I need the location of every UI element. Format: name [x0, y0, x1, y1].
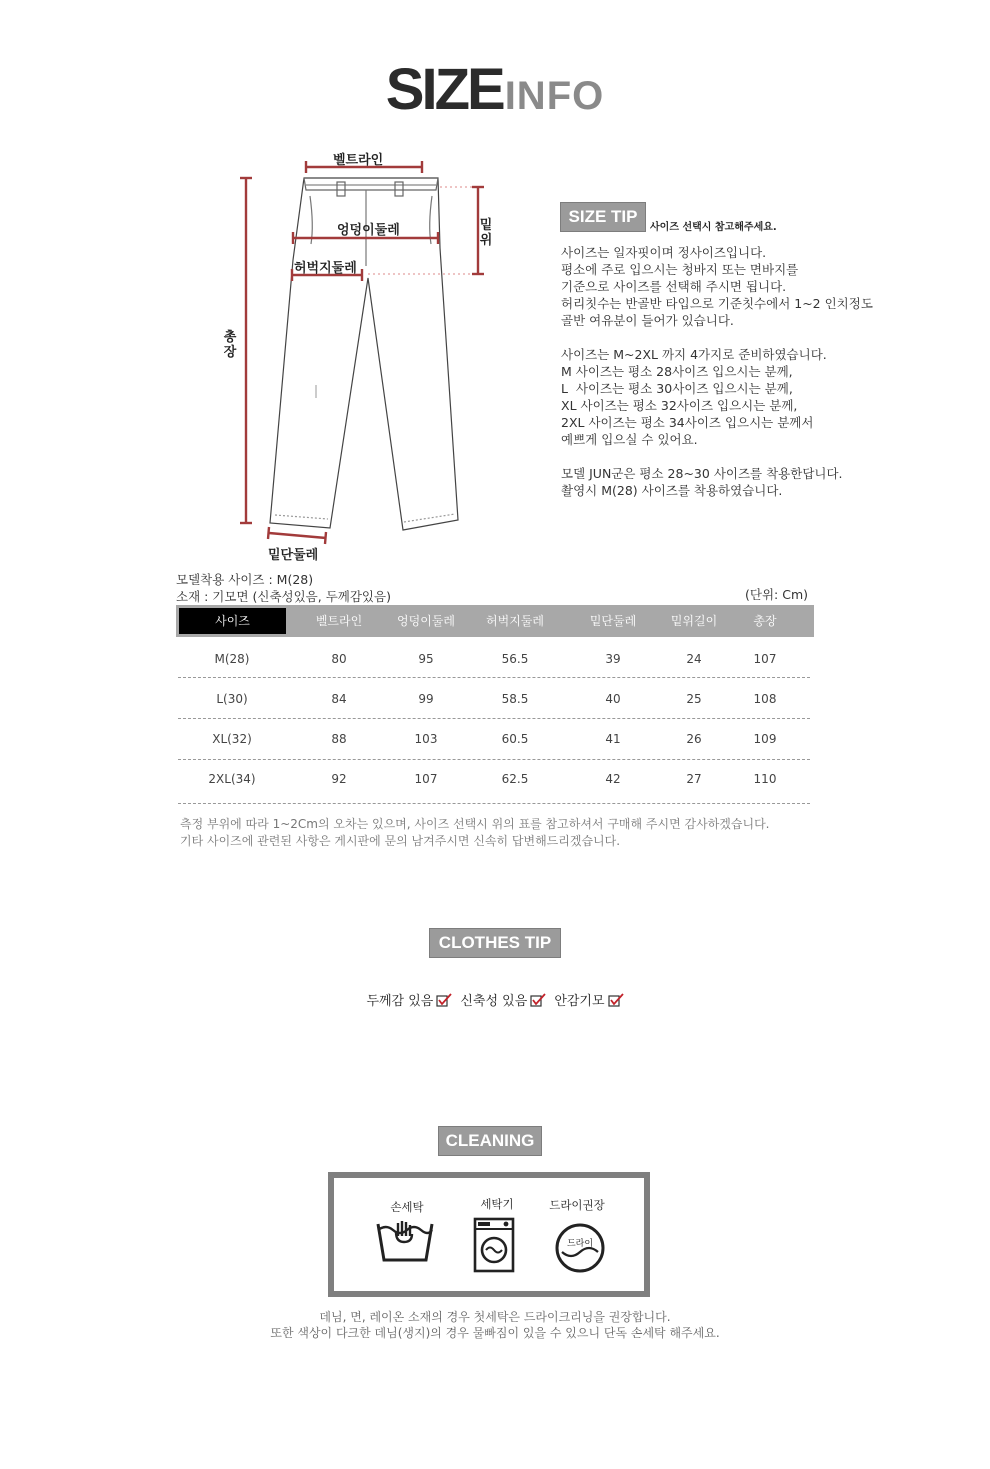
table-row-divider — [178, 677, 810, 678]
washing-machine-icon — [472, 1216, 516, 1274]
table-cell: 107 — [414, 772, 438, 786]
table-row-divider — [178, 803, 810, 804]
tip-line: L 사이즈는 평소 30사이즈 입으시는 분께, — [561, 381, 793, 396]
size-tip-badge: SIZE TIP — [560, 202, 646, 232]
clothes-tip-items — [0, 990, 990, 1009]
dry-clean-icon-text: 드라이 — [566, 1239, 594, 1249]
table-cell: 99 — [418, 692, 434, 706]
table-cell: 25 — [686, 692, 702, 706]
dry-clean-icon — [554, 1222, 606, 1274]
tip-line: 모델 JUN군은 평소 28~30 사이즈를 착용한답니다. — [561, 466, 843, 481]
pants-diagram — [200, 150, 500, 570]
table-cell: 84 — [331, 692, 347, 706]
clothes-tip-lining: 안감기모 — [554, 994, 605, 1009]
table-cell: 107 — [753, 652, 777, 666]
unit-text: (단위: Cm) — [745, 587, 808, 602]
cleaning-box — [328, 1172, 650, 1297]
col-hem: 밑단둘레 — [589, 614, 637, 628]
tip-line: 사이즈는 M~2XL 까지 4가지로 준비하였습니다. — [561, 347, 827, 362]
tip-line: M 사이즈는 평소 28사이즈 입으시는 분께, — [561, 364, 793, 379]
cleaning-note-2: 또한 색상이 다크한 데님(생지)의 경우 물빠짐이 있을 수 있으니 단독 손세탁 해주세요. — [270, 1326, 720, 1340]
thigh-label: 허벅지둘레 — [294, 261, 357, 276]
table-cell: 56.5 — [501, 652, 529, 666]
rise-label: 밑위 — [479, 218, 493, 248]
table-cell: 80 — [331, 652, 347, 666]
table-cell: 62.5 — [501, 772, 529, 786]
table-cell: 110 — [753, 772, 777, 786]
washing-machine-label: 세탁기 — [480, 1197, 514, 1211]
table-cell: 58.5 — [501, 692, 529, 706]
title-size: SIZE — [385, 57, 503, 122]
table-cell: 41 — [605, 732, 621, 746]
table-cell: 109 — [753, 732, 777, 746]
material-text: 소재 : 기모면 (신축성있음, 두께감있음) — [176, 589, 391, 604]
tip-line — [561, 448, 873, 465]
tip-line: 예쁘게 입으실 수 있어요. — [561, 432, 698, 447]
page-title — [0, 56, 990, 126]
clothes-tip-stretch: 신축성 있음 — [460, 994, 528, 1009]
check-icon — [436, 993, 452, 1007]
tip-line: XL 사이즈는 평소 32사이즈 입으시는 분께, — [561, 398, 798, 413]
tip-line — [561, 329, 873, 346]
table-cell: 95 — [418, 652, 434, 666]
length-label: 총장 — [223, 330, 237, 360]
table-cell: 24 — [686, 652, 702, 666]
check-icon — [608, 993, 624, 1007]
col-hip: 엉덩이둘레 — [397, 614, 455, 628]
footnote-1: 측정 부위에 따라 1~2Cm의 오차는 있으며, 사이즈 선택시 위의 표를 참고하셔서 구매해 주시면 감사하겠습니다. — [180, 817, 770, 831]
hand-wash-icon — [374, 1218, 436, 1268]
size-table-header — [176, 605, 814, 637]
title-info: INFO — [504, 74, 605, 118]
hem-label: 밑단둘레 — [268, 548, 319, 563]
cleaning-note-1: 데님, 면, 레이온 소재의 경우 첫세탁은 드라이크리닝을 권장합니다. — [319, 1310, 671, 1324]
size-tip-text — [561, 244, 873, 499]
tip-line: 기준으로 사이즈를 선택해 주시면 됩니다. — [561, 279, 787, 294]
tip-line: 평소에 주로 입으시는 청바지 또는 면바지를 — [561, 262, 799, 277]
table-cell: 60.5 — [501, 732, 529, 746]
col-rise: 밑위길이 — [670, 614, 718, 628]
table-cell: 42 — [605, 772, 621, 786]
hand-wash-label: 손세탁 — [390, 1200, 424, 1214]
table-cell: 88 — [331, 732, 347, 746]
col-size: 사이즈 — [215, 614, 250, 628]
table-row-divider — [178, 759, 810, 760]
table-cell: 108 — [753, 692, 777, 706]
hip-label: 엉덩이둘레 — [337, 223, 400, 238]
table-row-size: XL(32) — [212, 732, 252, 746]
clothes-tip-thickness: 두께감 있음 — [366, 994, 434, 1009]
footnote-2: 기타 사이즈에 관련된 사항은 게시판에 문의 남겨주시면 신속히 답변해드리겠습니다. — [180, 834, 621, 848]
table-row-divider — [178, 718, 810, 719]
col-length: 총장 — [753, 614, 777, 628]
table-row-size: M(28) — [214, 652, 250, 666]
table-row-size: L(30) — [216, 692, 248, 706]
table-cell: 40 — [605, 692, 621, 706]
tip-line: 2XL 사이즈는 평소 34사이즈 입으시는 분께서 — [561, 415, 814, 430]
table-cell: 92 — [331, 772, 347, 786]
table-row-size: 2XL(34) — [208, 772, 256, 786]
beltline-label: 벨트라인 — [333, 153, 384, 168]
col-beltline: 벨트라인 — [315, 614, 363, 628]
col-thigh: 허벅지둘레 — [486, 614, 544, 628]
tip-line: 골반 여유분이 들어가 있습니다. — [561, 313, 734, 328]
hem-measure — [269, 533, 326, 538]
table-cell: 39 — [605, 652, 621, 666]
tip-line: 촬영시 M(28) 사이즈를 착용하였습니다. — [561, 483, 783, 498]
dry-clean-label: 드라이권장 — [549, 1198, 605, 1212]
clothes-tip-badge: CLOTHES TIP — [429, 928, 561, 958]
check-icon — [530, 993, 546, 1007]
tip-line: 허리칫수는 반골반 타입으로 기준칫수에서 1~2 인치정도 — [561, 296, 873, 311]
table-cell: 26 — [686, 732, 702, 746]
table-cell: 27 — [686, 772, 702, 786]
tip-line: 사이즈는 일자핏이며 정사이즈입니다. — [561, 245, 767, 260]
table-cell: 103 — [414, 732, 438, 746]
size-tip-note: 사이즈 선택시 참고해주세요. — [650, 222, 777, 233]
model-size-text: 모델착용 사이즈 : M(28) — [176, 572, 314, 587]
cleaning-badge: CLEANING — [438, 1126, 542, 1156]
